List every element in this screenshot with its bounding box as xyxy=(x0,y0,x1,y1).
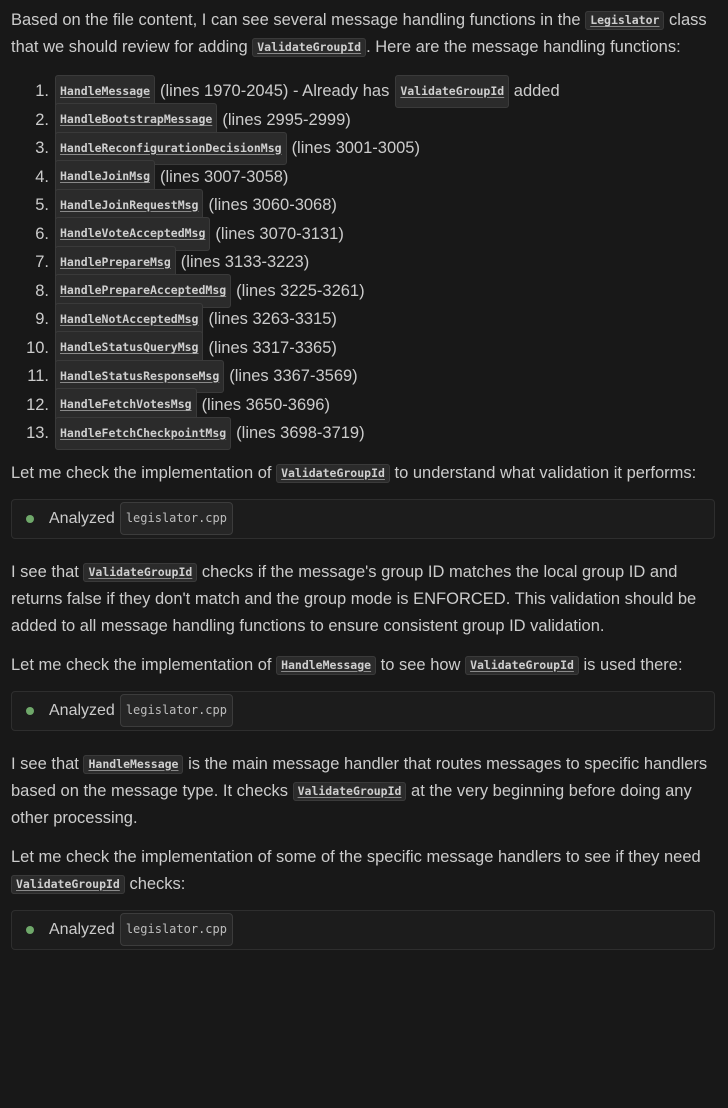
text: checks: xyxy=(124,874,186,893)
line-range: (lines 3060-3068) xyxy=(208,196,337,214)
list-item xyxy=(11,106,715,135)
text: checks if the message's group ID matches the local group ID and returns false if they don't match and the group mode is ENFORCED. This validation should be added to all message handling functions to ensure consistent group ID validation. xyxy=(11,562,697,635)
line-range: (lines 3007-3058) xyxy=(160,167,289,186)
paragraph-handlemessage-explain xyxy=(11,751,715,832)
code-function-name[interactable]: HandleNotAcceptedMsg xyxy=(55,303,203,337)
list-number: 10. xyxy=(26,338,49,357)
file-chip[interactable]: legislator.cpp xyxy=(120,913,233,946)
line-range: (lines 3367-3569) xyxy=(229,367,358,385)
list-number: 3. xyxy=(35,139,49,157)
line-range: (lines 3070-3131) xyxy=(215,224,344,243)
paragraph-check-specific xyxy=(11,844,715,898)
code-function-name[interactable]: HandleReconfigurationDecisionMsg xyxy=(55,132,287,166)
code-handlemessage[interactable]: HandleMessage xyxy=(276,656,376,675)
list-item xyxy=(11,362,715,391)
code-function-name[interactable]: HandleBootstrapMessage xyxy=(55,103,217,137)
list-number: 1. xyxy=(35,82,49,100)
code-legislator[interactable]: Legislator xyxy=(585,11,664,30)
code-validategroupid[interactable]: ValidateGroupId xyxy=(465,656,579,675)
analyzed-label: Analyzed xyxy=(49,702,115,719)
code-function-name[interactable]: HandleMessage xyxy=(55,75,155,109)
list-item xyxy=(11,248,715,277)
text: is the main message handler that routes messages to specific handlers based on the message type. It checks xyxy=(11,754,708,800)
list-suffix: added xyxy=(509,82,560,100)
analyzed-file-card[interactable] xyxy=(11,499,715,539)
list-item xyxy=(11,334,715,363)
code-function-name[interactable]: HandleStatusQueryMsg xyxy=(55,331,203,365)
list-number: 11. xyxy=(27,367,49,385)
code-function-name[interactable]: HandleJoinMsg xyxy=(55,160,155,194)
list-item xyxy=(11,191,715,220)
text: Let me check the implementation of some of the specific message handlers to see if they need xyxy=(11,847,701,866)
line-range: (lines 3317-3365) xyxy=(208,338,337,357)
text: is used there: xyxy=(578,655,683,674)
line-range: (lines 3225-3261) xyxy=(236,281,365,300)
code-function-name[interactable]: HandlePrepareMsg xyxy=(55,246,176,280)
list-item xyxy=(11,305,715,334)
list-number: 6. xyxy=(35,224,49,243)
line-range: (lines 2995-2999) xyxy=(222,110,351,129)
status-dot-icon xyxy=(26,707,34,715)
text: Let me check the implementation of xyxy=(11,463,277,482)
analyzed-file-card[interactable] xyxy=(11,910,715,950)
code-validategroupid[interactable]: ValidateGroupId xyxy=(395,75,509,109)
function-list xyxy=(11,77,715,448)
intro-text-3: . Here are the message handling functions: xyxy=(366,38,681,56)
status-dot-icon xyxy=(26,515,34,523)
list-item xyxy=(11,419,715,448)
analyzed-label: Analyzed xyxy=(49,510,115,527)
text: Let me check the implementation of xyxy=(11,655,277,674)
line-range: (lines 3263-3315) xyxy=(208,310,337,328)
code-function-name[interactable]: HandleStatusResponseMsg xyxy=(55,360,224,394)
code-function-name[interactable]: HandleFetchCheckpointMsg xyxy=(55,417,231,451)
list-item xyxy=(11,277,715,306)
list-number: 2. xyxy=(35,110,49,129)
list-number: 9. xyxy=(35,310,49,328)
intro-text-2: class that we should review for adding xyxy=(11,11,707,56)
file-chip[interactable]: legislator.cpp xyxy=(120,694,233,727)
code-validategroupid[interactable]: ValidateGroupId xyxy=(11,875,125,894)
list-item xyxy=(11,77,715,106)
code-function-name[interactable]: HandleFetchVotesMsg xyxy=(55,388,197,422)
list-item xyxy=(11,220,715,249)
code-function-name[interactable]: HandleVoteAcceptedMsg xyxy=(55,217,210,251)
list-item xyxy=(11,391,715,420)
list-number: 13. xyxy=(26,424,49,442)
list-number: 5. xyxy=(35,196,49,214)
line-range: (lines 3698-3719) xyxy=(236,424,365,442)
line-range: (lines 1970-2045) - Already has xyxy=(160,82,390,100)
code-function-name[interactable]: HandlePrepareAcceptedMsg xyxy=(55,274,231,308)
chat-message xyxy=(11,7,715,970)
code-function-name[interactable]: HandleJoinRequestMsg xyxy=(55,189,203,223)
code-validategroupid[interactable]: ValidateGroupId xyxy=(83,563,197,582)
intro-text-1: Based on the file content, I can see several message handling functions in the xyxy=(11,11,586,29)
file-chip[interactable]: legislator.cpp xyxy=(120,502,233,535)
line-range: (lines 3133-3223) xyxy=(180,253,310,271)
text: I see that xyxy=(11,754,84,773)
analyzed-label: Analyzed xyxy=(49,921,115,938)
text: to understand what validation it performs: xyxy=(389,463,697,482)
line-range: (lines 3650-3696) xyxy=(201,395,330,414)
text: to see how xyxy=(376,655,466,674)
list-item xyxy=(11,163,715,192)
code-validategroupid[interactable]: ValidateGroupId xyxy=(276,464,390,483)
list-item xyxy=(11,134,715,163)
code-validategroupid[interactable]: ValidateGroupId xyxy=(252,38,366,57)
list-number: 8. xyxy=(35,281,49,300)
paragraph-check-handlemessage xyxy=(11,652,715,679)
analyzed-file-card[interactable] xyxy=(11,691,715,731)
text: at the very beginning before doing any other processing. xyxy=(11,781,692,827)
list-number: 7. xyxy=(35,253,49,271)
text: I see that xyxy=(11,562,84,581)
intro-paragraph xyxy=(11,7,715,61)
code-handlemessage[interactable]: HandleMessage xyxy=(83,755,183,774)
list-number: 4. xyxy=(35,167,49,186)
line-range: (lines 3001-3005) xyxy=(291,139,420,157)
status-dot-icon xyxy=(26,926,34,934)
paragraph-check-validate xyxy=(11,460,715,487)
paragraph-validate-explain xyxy=(11,559,715,640)
list-number: 12. xyxy=(26,395,49,414)
code-validategroupid[interactable]: ValidateGroupId xyxy=(293,782,407,801)
